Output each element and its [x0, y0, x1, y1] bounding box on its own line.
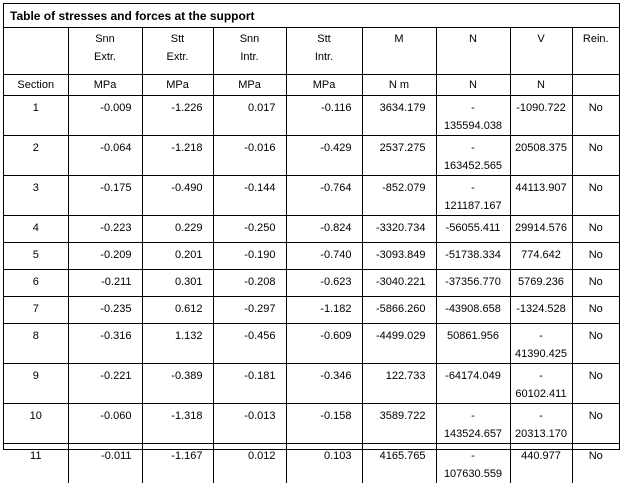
cell-stt-extr: 0.612 [142, 297, 213, 324]
stress-table-panel [3, 3, 620, 450]
cell-section: 4 [4, 216, 68, 243]
cell-rein: No [572, 96, 619, 136]
cell-n: -43908.658 [436, 297, 510, 324]
cell-stt-extr: 0.301 [142, 270, 213, 297]
table-title: Table of stresses and forces at the support [4, 4, 619, 28]
cell-n: - 163452.565 [436, 136, 510, 176]
cell-snn-intr: 0.017 [213, 96, 286, 136]
cell-snn-intr: -0.181 [213, 364, 286, 404]
table-row [4, 243, 619, 270]
header-row-labels [4, 28, 619, 75]
header-row-units [4, 75, 619, 96]
cell-snn-intr: -0.456 [213, 324, 286, 364]
units-cell: N [436, 75, 510, 96]
table-row [4, 444, 619, 483]
stress-forces-table [4, 28, 619, 483]
cell-snn-extr: -0.223 [68, 216, 142, 243]
cell-stt-intr: 0.103 [286, 444, 362, 483]
cell-m: 4165.765 [362, 444, 436, 483]
cell-m: 122.733 [362, 364, 436, 404]
cell-section: 5 [4, 243, 68, 270]
cell-snn-intr: -0.144 [213, 176, 286, 216]
cell-m: 2537.275 [362, 136, 436, 176]
cell-m: 3589.722 [362, 404, 436, 444]
cell-stt-intr: -0.609 [286, 324, 362, 364]
cell-stt-intr: -0.740 [286, 243, 362, 270]
cell-stt-intr: -0.764 [286, 176, 362, 216]
table-row [4, 404, 619, 444]
header-cell-stt-intr: Stt Intr. [286, 28, 362, 75]
cell-v: 5769.236 [510, 270, 572, 297]
units-cell: MPa [68, 75, 142, 96]
cell-rein: No [572, 176, 619, 216]
cell-section: 8 [4, 324, 68, 364]
units-cell: MPa [286, 75, 362, 96]
header-cell-n: N [436, 28, 510, 75]
cell-section: 1 [4, 96, 68, 136]
cell-snn-intr: -0.013 [213, 404, 286, 444]
cell-m: -3093.849 [362, 243, 436, 270]
cell-section: 2 [4, 136, 68, 176]
cell-snn-intr: -0.208 [213, 270, 286, 297]
cell-v: 44113.907 [510, 176, 572, 216]
cell-snn-intr: -0.016 [213, 136, 286, 176]
header-cell-snn-intr: Snn Intr. [213, 28, 286, 75]
cell-n: -64174.049 [436, 364, 510, 404]
units-cell [572, 75, 619, 96]
cell-n: - 135594.038 [436, 96, 510, 136]
cell-v: - 41390.425 [510, 324, 572, 364]
header-cell-v: V [510, 28, 572, 75]
cell-section: 6 [4, 270, 68, 297]
table-row [4, 136, 619, 176]
header-cell-rein: Rein. [572, 28, 619, 75]
cell-v: 774.642 [510, 243, 572, 270]
table-row [4, 176, 619, 216]
cell-stt-extr: -0.490 [142, 176, 213, 216]
cell-stt-intr: -0.116 [286, 96, 362, 136]
cell-rein: No [572, 216, 619, 243]
cell-stt-intr: -0.346 [286, 364, 362, 404]
header-cell-snn-extr: Snn Extr. [68, 28, 142, 75]
cell-rein: No [572, 136, 619, 176]
units-cell: N m [362, 75, 436, 96]
cell-m: 3634.179 [362, 96, 436, 136]
cell-snn-extr: -0.211 [68, 270, 142, 297]
cell-stt-extr: -1.226 [142, 96, 213, 136]
cell-m: -852.079 [362, 176, 436, 216]
table-row [4, 216, 619, 243]
cell-rein: No [572, 444, 619, 483]
cell-snn-intr: 0.012 [213, 444, 286, 483]
table-body [4, 28, 619, 483]
cell-snn-extr: -0.235 [68, 297, 142, 324]
cell-n: -37356.770 [436, 270, 510, 297]
cell-snn-intr: -0.250 [213, 216, 286, 243]
cell-stt-intr: -0.158 [286, 404, 362, 444]
cell-snn-extr: -0.009 [68, 96, 142, 136]
cell-n: - 121187.167 [436, 176, 510, 216]
cell-n: -51738.334 [436, 243, 510, 270]
cell-v: -1324.528 [510, 297, 572, 324]
cell-stt-intr: -1.182 [286, 297, 362, 324]
cell-snn-intr: -0.297 [213, 297, 286, 324]
cell-n: 50861.956 [436, 324, 510, 364]
cell-m: -3320.734 [362, 216, 436, 243]
cell-v: - 20313.170 [510, 404, 572, 444]
units-cell: MPa [213, 75, 286, 96]
cell-rein: No [572, 404, 619, 444]
cell-stt-intr: -0.824 [286, 216, 362, 243]
cell-stt-extr: -1.318 [142, 404, 213, 444]
cell-snn-intr: -0.190 [213, 243, 286, 270]
cell-m: -3040.221 [362, 270, 436, 297]
cell-section: 3 [4, 176, 68, 216]
units-cell-section: Section [4, 75, 68, 96]
cell-v: 20508.375 [510, 136, 572, 176]
cell-snn-extr: -0.064 [68, 136, 142, 176]
cell-n: - 107630.559 [436, 444, 510, 483]
cell-stt-extr: 1.132 [142, 324, 213, 364]
units-cell: N [510, 75, 572, 96]
cell-m: -5866.260 [362, 297, 436, 324]
cell-stt-extr: -0.389 [142, 364, 213, 404]
cell-snn-extr: -0.209 [68, 243, 142, 270]
table-row [4, 297, 619, 324]
cell-rein: No [572, 364, 619, 404]
table-row [4, 96, 619, 136]
cell-m: -4499.029 [362, 324, 436, 364]
cell-v: 29914.576 [510, 216, 572, 243]
cell-v: -1090.722 [510, 96, 572, 136]
cell-rein: No [572, 297, 619, 324]
cell-stt-extr: -1.167 [142, 444, 213, 483]
cell-snn-extr: -0.316 [68, 324, 142, 364]
cell-snn-extr: -0.060 [68, 404, 142, 444]
table-row [4, 270, 619, 297]
cell-n: - 143524.657 [436, 404, 510, 444]
cell-stt-extr: -1.218 [142, 136, 213, 176]
cell-rein: No [572, 270, 619, 297]
cell-snn-extr: -0.221 [68, 364, 142, 404]
cell-section: 10 [4, 404, 68, 444]
cell-stt-extr: 0.229 [142, 216, 213, 243]
cell-v: - 60102.411 [510, 364, 572, 404]
cell-snn-extr: -0.011 [68, 444, 142, 483]
cell-section: 9 [4, 364, 68, 404]
table-row [4, 364, 619, 404]
cell-v: 440.977 [510, 444, 572, 483]
cell-section: 11 [4, 444, 68, 483]
header-cell [4, 28, 68, 75]
header-cell-stt-extr: Stt Extr. [142, 28, 213, 75]
cell-stt-intr: -0.623 [286, 270, 362, 297]
cell-n: -56055.411 [436, 216, 510, 243]
cell-stt-intr: -0.429 [286, 136, 362, 176]
header-cell-m: M [362, 28, 436, 75]
cell-section: 7 [4, 297, 68, 324]
cell-snn-extr: -0.175 [68, 176, 142, 216]
cell-rein: No [572, 324, 619, 364]
table-row [4, 324, 619, 364]
units-cell: MPa [142, 75, 213, 96]
cell-rein: No [572, 243, 619, 270]
cell-stt-extr: 0.201 [142, 243, 213, 270]
